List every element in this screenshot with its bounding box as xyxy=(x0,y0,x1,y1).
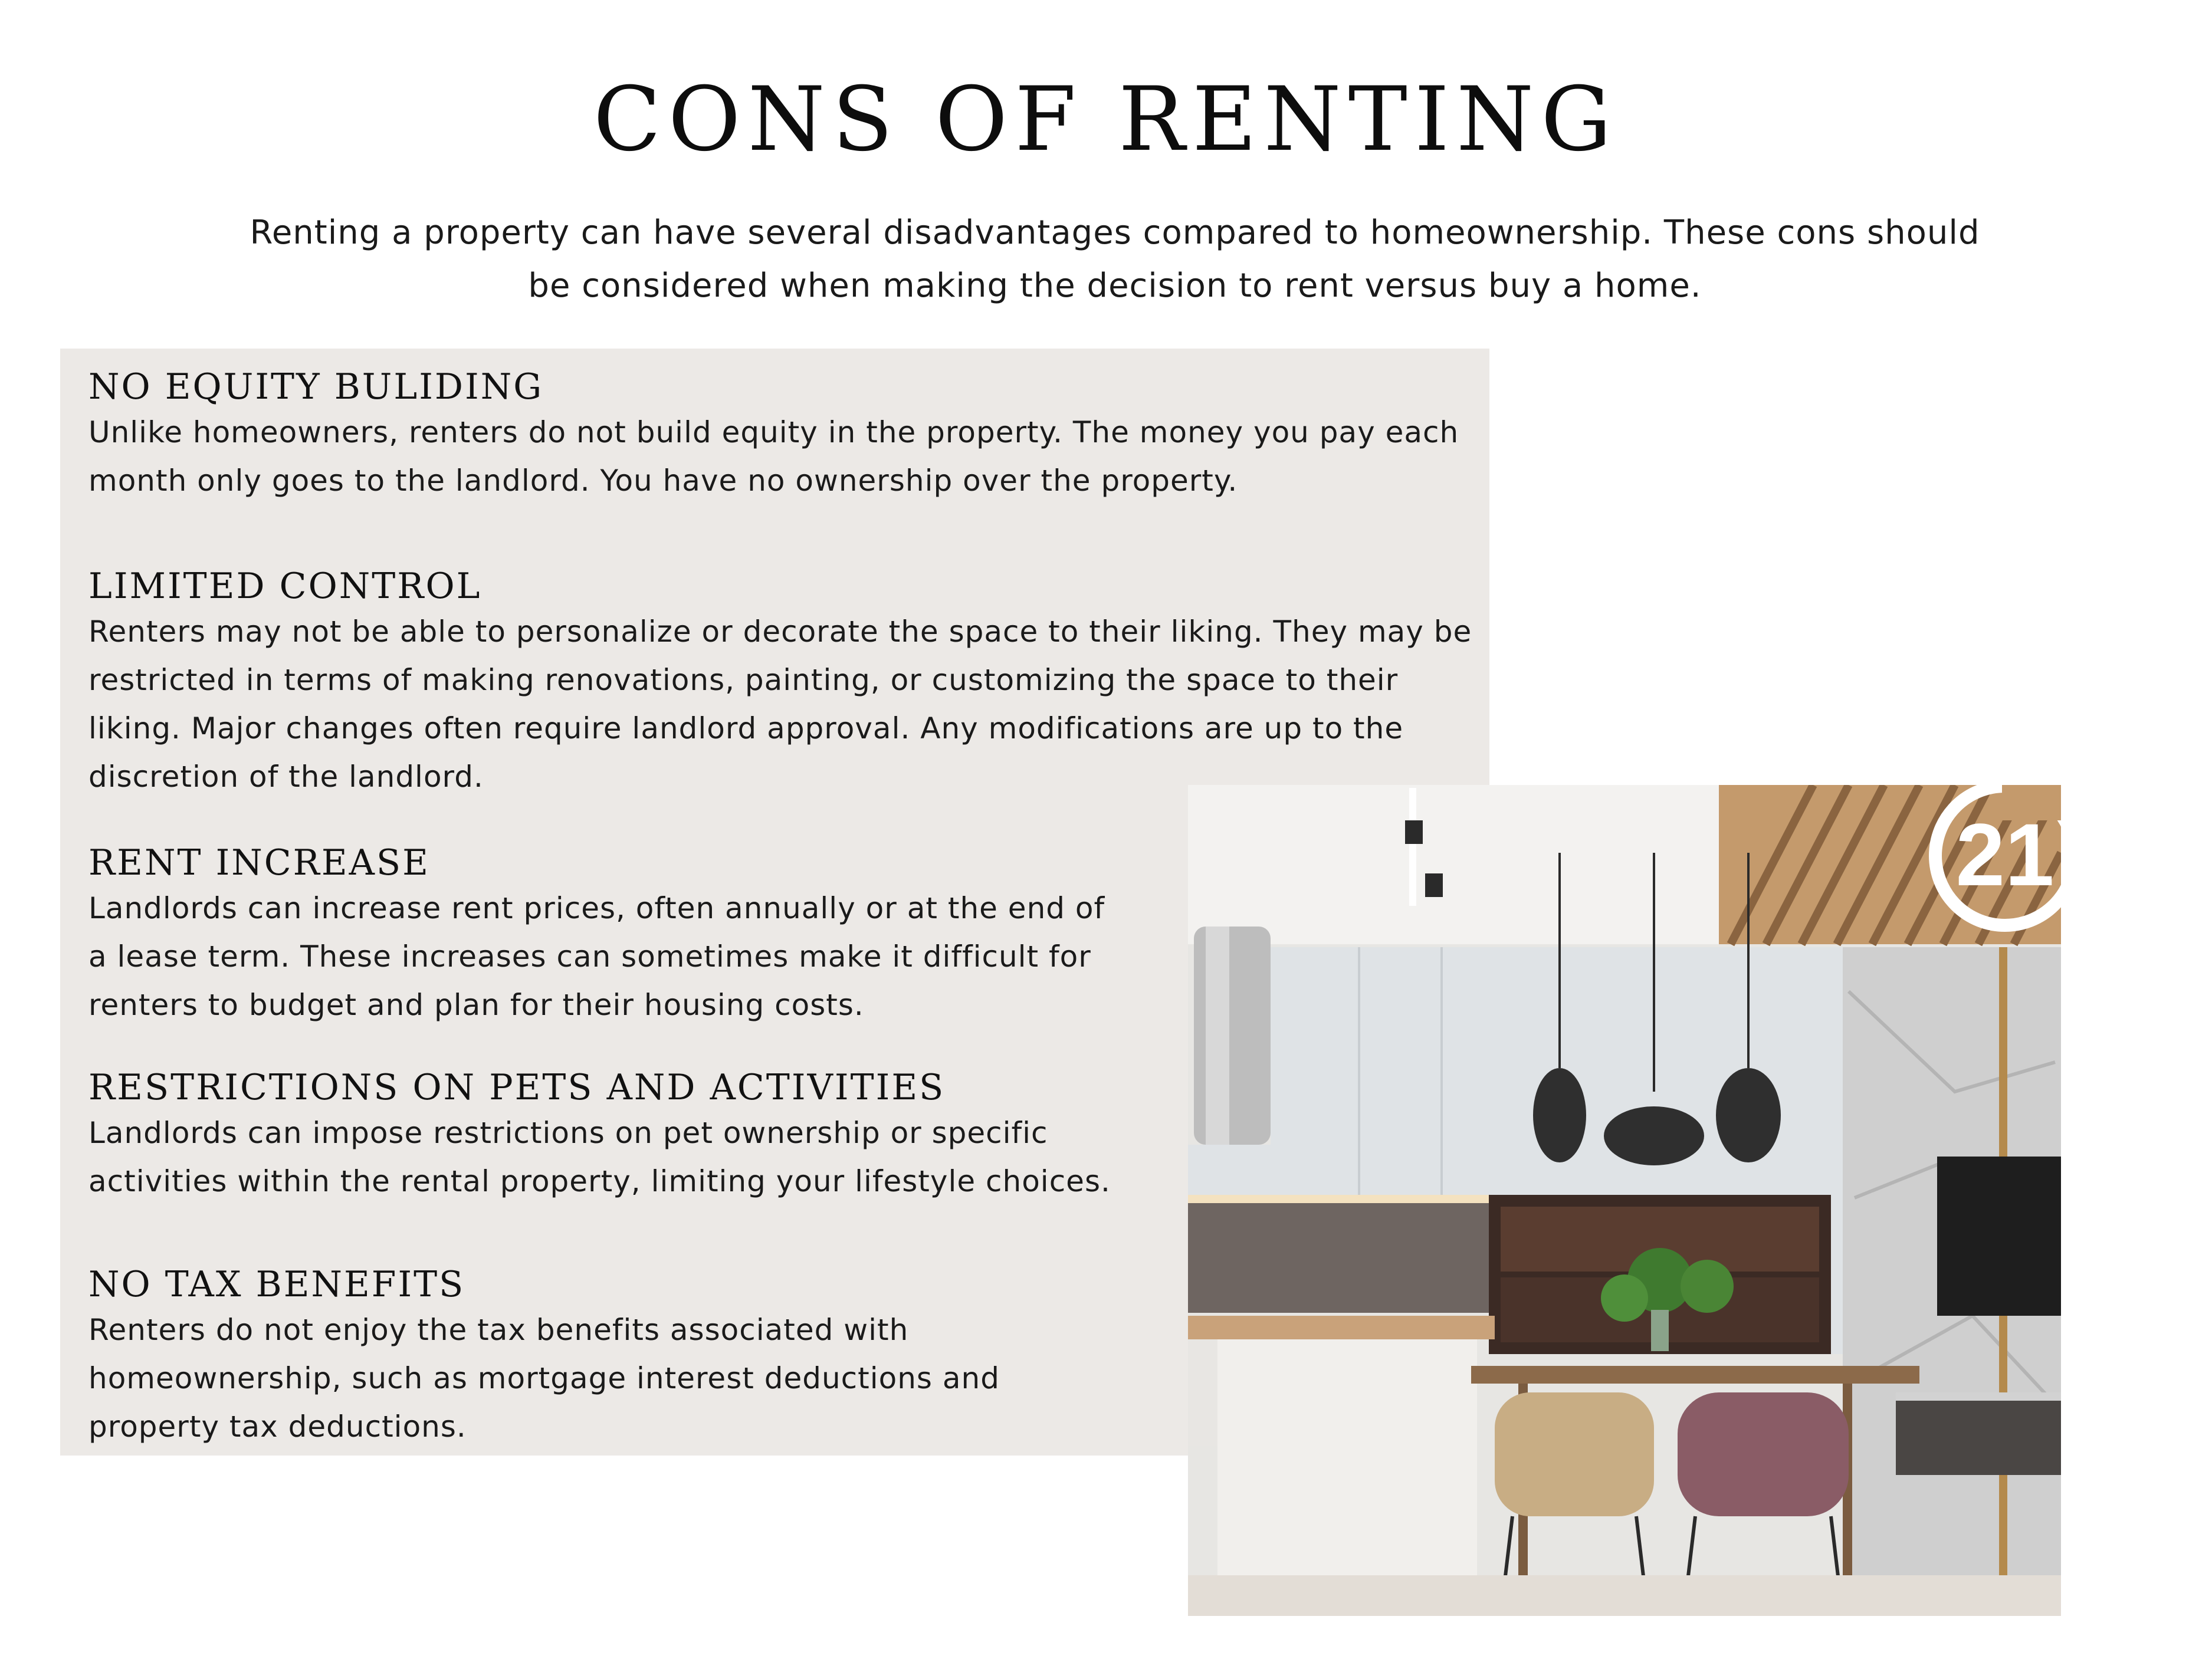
section-body: Renters do not enjoy the tax benefits associated with homeownership, such as mortgage interest deductions and property tax deductions. xyxy=(88,1313,1000,1444)
page-title: CONS OF RENTING xyxy=(593,68,1619,171)
section-rent-increase xyxy=(88,842,1127,1029)
section-heading: NO EQUITY BULIDING xyxy=(88,366,544,408)
section-restrictions xyxy=(88,1066,1127,1205)
section-body: Landlords can impose restrictions on pet ownership or specific activities within the rental property, limiting your lifestyle choices. xyxy=(88,1116,1111,1198)
section-heading: RENT INCREASE xyxy=(88,842,430,883)
section-limited-control xyxy=(88,565,1475,801)
logo-text: 21 xyxy=(1955,805,2055,904)
section-heading: NO TAX BENEFITS xyxy=(88,1264,465,1305)
section-heading: LIMITED CONTROL xyxy=(88,566,482,607)
kitchen-interior-photo xyxy=(1188,785,2061,1616)
section-body: Landlords can increase rent prices, often annually or at the end of a lease term. These increases can sometimes make it difficult for renters to budget and plan for their housing costs. xyxy=(88,891,1105,1022)
section-body: Renters may not be able to personalize or decorate the space to their liking. They may be restricted in terms of making renovations, painting, or customizing the space to their liking. Major changes often require landlord approval. Any modifications are up to the discretion of the landlord. xyxy=(88,615,1472,794)
section-no-tax-benefits xyxy=(88,1263,1127,1451)
section-no-equity xyxy=(88,366,1475,505)
section-heading: RESTRICTIONS ON PETS AND ACTIVITIES xyxy=(88,1067,946,1108)
intro-paragraph: Renting a property can have several disadvantages compared to homeownership. These cons should be considered when making the decision to rent versus buy a home. xyxy=(250,213,1980,305)
section-body: Unlike homeowners, renters do not build equity in the property. The money you pay each month only goes to the landlord. You have no ownership over the property. xyxy=(88,415,1459,498)
